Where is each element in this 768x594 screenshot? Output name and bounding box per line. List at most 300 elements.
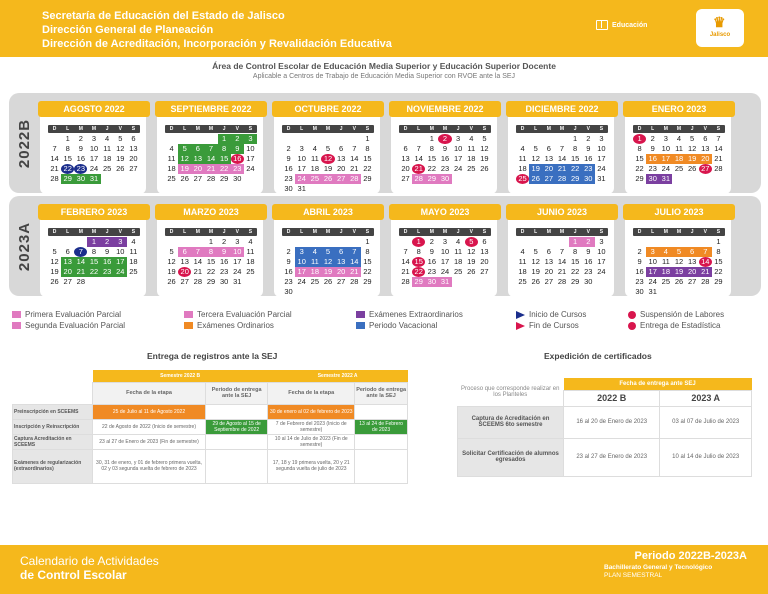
day-cell: 3	[114, 237, 127, 247]
day-cell: 27	[480, 267, 489, 276]
day-cell: 23	[74, 164, 87, 174]
day-cell: 24	[246, 164, 255, 173]
day-cell: 12	[480, 144, 489, 153]
day-cell: 3	[456, 134, 461, 143]
weekday-label: D	[637, 126, 642, 132]
day-cell: 28	[206, 174, 216, 183]
day-cell: 10	[89, 144, 99, 153]
day-cell: 22	[569, 164, 582, 174]
day-cell: 12	[531, 154, 540, 163]
day-cell: 18	[310, 164, 320, 173]
swatch-icon	[12, 322, 21, 329]
weekday-label: V	[469, 229, 473, 235]
day-cell: 22	[363, 267, 372, 276]
day-cell: 4	[676, 134, 682, 143]
weekday-header	[516, 125, 608, 133]
day-cell: 7	[416, 144, 421, 153]
circle-icon	[628, 311, 636, 319]
month-calendar	[391, 207, 497, 297]
day-cell: 27	[699, 164, 712, 174]
day-cell: 25	[310, 277, 320, 286]
empty-cell	[48, 237, 61, 247]
flag-icon	[516, 322, 525, 330]
day-cell: 2	[438, 134, 451, 144]
weekday-label: D	[286, 229, 291, 235]
day-cell: 5	[178, 144, 191, 154]
day-cell: 5	[533, 247, 538, 256]
day-cell: 29	[412, 277, 425, 287]
legend-item	[628, 310, 724, 319]
day-grid	[48, 134, 140, 184]
day-cell: 30	[425, 277, 438, 287]
day-cell: 31	[597, 174, 606, 183]
legend-item	[516, 321, 579, 330]
day-cell: 11	[308, 257, 321, 267]
empty-cell	[191, 134, 204, 144]
day-cell: 21	[74, 267, 87, 277]
header-bar	[0, 0, 768, 57]
day-cell: 23	[635, 277, 644, 286]
day-cell: 20	[542, 164, 555, 174]
day-cell: 3	[295, 247, 308, 257]
day-cell: 2	[101, 237, 114, 247]
day-cell: 21	[50, 164, 59, 173]
day-cell: 19	[686, 154, 699, 164]
day-cell: 22	[61, 164, 74, 174]
empty-cell	[74, 237, 87, 247]
weekday-label: L	[66, 229, 70, 235]
month-calendar	[274, 207, 380, 297]
empty-cell	[646, 237, 659, 247]
day-cell: 26	[674, 277, 684, 286]
day-cell: 14	[204, 154, 217, 164]
day-cell: 7	[52, 144, 57, 153]
weekday-label: M	[429, 126, 434, 132]
plan-label: PLAN SEMESTRAL	[604, 572, 663, 579]
weekday-label: M	[676, 126, 682, 132]
day-cell: 10	[116, 247, 125, 256]
day-cell: 26	[687, 164, 697, 173]
day-cell: 30	[582, 174, 595, 184]
day-cell: 27	[542, 174, 555, 184]
day-cell: 28	[555, 174, 568, 184]
day-cell: 18	[672, 154, 685, 164]
table-cell: 03 al 07 de Julio de 2023	[660, 406, 752, 438]
month-title: AGOSTO 2022	[38, 101, 150, 117]
weekday-label: V	[235, 229, 239, 235]
header-line-3: Dirección de Acreditación, Incorporación y Revalidación Educativa	[42, 38, 392, 50]
day-cell: 26	[116, 164, 125, 173]
day-cell: 13	[129, 144, 138, 153]
weekday-label: M	[325, 126, 331, 132]
table-cell: 10 al 14 de Julio de 2023 (Fin de semestre)	[268, 434, 355, 449]
registros-table	[12, 370, 408, 484]
weekday-label: M	[546, 229, 551, 235]
day-cell: 14	[348, 257, 361, 267]
day-cell: 24	[648, 277, 657, 286]
day-cell: 3	[244, 134, 257, 144]
weekday-header	[282, 125, 374, 133]
day-cell: 6	[686, 247, 699, 257]
day-cell: 1	[429, 134, 434, 143]
day-cell: 13	[180, 257, 189, 266]
day-cell: 8	[429, 144, 434, 153]
weekday-label: J	[456, 229, 460, 235]
process-label: Proceso que corresponde realizar en los Planteles	[461, 385, 560, 398]
empty-cell	[529, 134, 542, 144]
day-cell: 22	[714, 267, 723, 276]
legend-item	[12, 321, 125, 330]
empty-cell	[516, 237, 529, 247]
day-cell: 27	[335, 174, 348, 184]
weekday-label: S	[365, 229, 370, 235]
jalisco-logo: ♛ Jalisco	[696, 9, 744, 47]
empty-cell	[335, 134, 348, 144]
month-calendar	[508, 104, 614, 194]
legend-item	[184, 310, 292, 319]
swatch-icon	[356, 311, 365, 318]
weekday-label: L	[66, 126, 70, 132]
empty-cell	[555, 237, 568, 247]
empty-cell	[529, 237, 542, 247]
day-cell: 25	[102, 164, 112, 173]
day-cell: 20	[335, 267, 348, 277]
table-row	[458, 406, 752, 438]
day-cell: 2	[231, 134, 244, 144]
day-cell: 3	[599, 134, 604, 143]
table-cell	[206, 434, 268, 449]
day-cell: 6	[335, 247, 348, 257]
month-calendar	[157, 104, 263, 194]
empty-cell	[191, 237, 204, 247]
day-cell: 19	[323, 164, 333, 173]
legend-item	[12, 310, 121, 319]
weekday-header	[633, 228, 725, 236]
day-cell: 29	[363, 174, 372, 183]
day-cell: 10	[648, 257, 657, 266]
weekday-label: V	[586, 229, 590, 235]
month-calendar	[508, 207, 614, 297]
legend-item	[516, 310, 586, 319]
day-cell: 3	[91, 134, 97, 143]
empty-cell	[178, 237, 191, 247]
day-cell: 24	[440, 267, 450, 276]
weekday-label: D	[52, 126, 57, 132]
weekday-label: V	[703, 126, 707, 132]
day-cell: 7	[191, 247, 204, 257]
month-title: JUNIO 2023	[506, 204, 618, 220]
day-cell: 9	[218, 247, 231, 257]
weekday-label: M	[559, 229, 565, 235]
registros-title: Entrega de registros ante la SEJ	[147, 351, 278, 361]
day-cell: 29	[570, 277, 580, 286]
month-title: SEPTIEMBRE 2022	[155, 101, 267, 117]
day-cell: 20	[480, 257, 489, 266]
empty-cell	[659, 237, 672, 247]
weekday-label: M	[312, 126, 317, 132]
table-cell	[206, 404, 268, 419]
day-cell: 5	[482, 134, 487, 143]
day-cell: 6	[131, 134, 136, 143]
weekday-label: L	[534, 229, 538, 235]
table-cell: 22 de Agosto de 2022 (Inicio de semestre)	[93, 419, 206, 434]
day-cell: 28	[557, 277, 567, 286]
day-cell: 9	[442, 144, 448, 153]
empty-cell	[699, 237, 712, 247]
day-cell: 20	[401, 164, 410, 173]
day-cell: 27	[63, 277, 72, 286]
day-cell: 15	[714, 257, 723, 266]
semester-a-label: Semestre 2022 A	[268, 370, 408, 382]
day-cell: 25	[167, 174, 176, 183]
day-cell: 29	[714, 277, 723, 286]
day-cell: 24	[89, 164, 99, 173]
day-cell: 15	[218, 154, 231, 164]
day-cell: 5	[465, 237, 478, 247]
day-cell: 23	[584, 267, 593, 276]
day-cell: 16	[76, 154, 86, 163]
weekday-label: S	[365, 126, 370, 132]
day-cell: 31	[648, 287, 657, 296]
weekday-header	[165, 125, 257, 133]
day-cell: 24	[233, 267, 242, 276]
swatch-icon	[184, 311, 193, 318]
weekday-label: J	[222, 126, 226, 132]
empty-cell	[686, 237, 699, 247]
day-cell: 12	[321, 257, 334, 267]
legend-item	[356, 310, 463, 319]
col-2022b: 2022 B	[564, 390, 660, 406]
day-cell: 17	[295, 267, 308, 277]
day-cell: 1	[87, 237, 100, 247]
weekday-header	[48, 228, 140, 236]
legend	[12, 310, 762, 334]
row-label: Captura de Acreditación en SCEEMS 6to semestre	[458, 406, 564, 438]
weekday-label: D	[286, 126, 291, 132]
day-cell: 10	[295, 257, 308, 267]
weekday-label: S	[599, 229, 604, 235]
weekday-label: D	[169, 126, 174, 132]
day-cell: 21	[348, 267, 361, 277]
day-cell: 12	[687, 144, 697, 153]
day-cell: 2	[78, 134, 83, 143]
day-cell: 26	[321, 174, 334, 184]
day-cell: 9	[586, 144, 591, 153]
day-cell: 18	[246, 257, 255, 266]
col-fecha: Fecha de la etapa	[268, 382, 355, 404]
day-cell: 29	[425, 174, 438, 184]
day-cell: 27	[401, 174, 410, 183]
day-cell: 21	[401, 267, 410, 276]
day-cell: 30	[284, 184, 293, 193]
day-cell: 21	[350, 164, 359, 173]
day-cell: 29	[219, 174, 229, 183]
day-cell: 2	[582, 237, 595, 247]
day-cell: 28	[50, 174, 59, 183]
day-cell: 11	[454, 247, 463, 256]
col-periodo: Periodo de entrega ante la SEJ	[206, 382, 268, 404]
weekday-header	[399, 228, 491, 236]
day-cell: 13	[336, 154, 346, 163]
table-cell: 30 de enero al 02 de febrero de 2023	[268, 404, 355, 419]
weekday-label: S	[248, 229, 253, 235]
empty-cell	[321, 134, 334, 144]
weekday-label: M	[195, 126, 200, 132]
day-cell: 26	[50, 277, 59, 286]
day-cell: 21	[557, 267, 567, 276]
day-cell: 1	[365, 134, 370, 143]
day-cell: 5	[118, 134, 123, 143]
day-cell: 13	[544, 257, 554, 266]
day-cell: 30	[233, 174, 242, 183]
day-cell: 16	[646, 154, 659, 164]
day-cell: 15	[363, 257, 372, 266]
day-cell: 21	[193, 267, 203, 276]
day-cell: 18	[167, 164, 176, 173]
weekday-label: J	[573, 126, 577, 132]
day-cell: 9	[286, 257, 291, 266]
row-label: Inscripción y Reinscripción	[13, 419, 93, 434]
day-cell: 22	[412, 267, 425, 277]
day-cell: 8	[573, 144, 578, 153]
table-cell	[355, 449, 408, 483]
weekday-label: M	[676, 229, 682, 235]
day-cell: 22	[87, 267, 100, 277]
day-cell: 2	[429, 237, 434, 246]
subtitle: Área de Control Escolar de Educación Media Superior y Educación Superior Docente	[212, 61, 556, 71]
empty-cell	[321, 237, 334, 247]
day-grid	[516, 134, 608, 184]
legend-label: Inicio de Cursos	[529, 310, 587, 319]
day-cell: 10	[297, 154, 306, 163]
month-title: MAYO 2023	[389, 204, 501, 220]
day-cell: 14	[50, 154, 59, 163]
day-cell: 17	[297, 164, 306, 173]
education-label: Educación	[612, 21, 648, 29]
day-cell: 14	[699, 257, 712, 267]
day-cell: 19	[178, 164, 191, 174]
day-cell: 19	[50, 267, 59, 276]
day-cell: 15	[87, 257, 100, 267]
day-cell: 23	[101, 267, 114, 277]
day-cell: 7	[348, 247, 361, 257]
day-cell: 3	[299, 144, 304, 153]
day-cell: 11	[129, 247, 138, 256]
day-cell: 1	[412, 237, 425, 247]
day-cell: 7	[352, 144, 357, 153]
day-cell: 18	[518, 164, 527, 173]
table-row	[458, 438, 752, 476]
day-cell: 22	[570, 267, 580, 276]
day-cell: 2	[586, 134, 591, 143]
weekday-label: J	[573, 229, 577, 235]
table-cell: 23 al 27 de Enero de 2023 (Fin de semestre)	[93, 434, 206, 449]
day-cell: 11	[467, 144, 476, 153]
empty-cell	[412, 134, 425, 144]
day-cell: 15	[570, 257, 580, 266]
day-cell: 12	[178, 154, 191, 164]
day-cell: 6	[339, 144, 344, 153]
day-cell: 27	[544, 277, 554, 286]
weekday-label: M	[78, 229, 83, 235]
legend-item	[628, 321, 721, 330]
month-calendar	[274, 104, 380, 194]
day-cell: 1	[208, 237, 214, 246]
day-cell: 15	[412, 257, 425, 267]
weekday-label: V	[352, 229, 356, 235]
day-cell: 17	[659, 154, 672, 164]
weekday-label: L	[183, 126, 187, 132]
weekday-label: D	[403, 229, 408, 235]
day-cell: 7	[403, 247, 408, 256]
day-cell: 1	[633, 134, 646, 144]
day-cell: 5	[321, 247, 334, 257]
month-calendar	[40, 207, 146, 297]
day-cell: 11	[310, 154, 319, 163]
day-cell: 21	[412, 164, 425, 174]
day-cell: 29	[569, 174, 582, 184]
day-cell: 6	[703, 134, 708, 143]
weekday-label: M	[312, 229, 317, 235]
col-fecha: Fecha de la etapa	[93, 382, 206, 404]
day-cell: 11	[518, 257, 527, 266]
day-cell: 5	[169, 247, 174, 256]
day-cell: 7	[559, 247, 565, 256]
empty-cell	[308, 237, 321, 247]
day-cell: 20	[61, 267, 74, 277]
book-icon	[596, 20, 608, 30]
weekday-label: V	[586, 126, 590, 132]
day-cell: 1	[218, 134, 231, 144]
day-cell: 9	[637, 257, 642, 266]
table-row	[13, 419, 408, 434]
month-title: OCTUBRE 2022	[272, 101, 384, 117]
weekday-header	[165, 228, 257, 236]
day-cell: 10	[597, 247, 606, 256]
empty-cell	[542, 134, 555, 144]
day-cell: 17	[114, 257, 127, 267]
weekday-header	[282, 228, 374, 236]
table-cell: 25 de Julio al 11 de Agosto 2022	[93, 404, 206, 419]
band-label: 2022B	[16, 118, 34, 168]
month-calendar	[40, 104, 146, 194]
day-cell: 13	[401, 154, 410, 163]
day-cell: 24	[597, 267, 606, 276]
day-cell: 15	[206, 257, 216, 266]
legend-label: Suspensión de Labores	[640, 310, 725, 319]
day-cell: 16	[427, 257, 437, 266]
day-cell: 29	[206, 277, 216, 286]
day-cell: 6	[65, 247, 70, 256]
weekday-label: L	[417, 229, 421, 235]
day-cell: 31	[233, 277, 242, 286]
day-cell: 16	[101, 257, 114, 267]
day-cell: 24	[114, 267, 127, 277]
day-cell: 8	[204, 247, 217, 257]
day-cell: 31	[297, 184, 306, 193]
day-cell: 28	[348, 174, 361, 184]
day-cell: 14	[714, 144, 723, 153]
day-cell: 2	[286, 247, 291, 256]
day-cell: 22	[218, 164, 231, 174]
table-cell: 30, 31 de enero, y 01 de febrero primera vuelta, 02 y 03 segunda vuelta de febrero de 2023	[93, 449, 206, 483]
day-cell: 5	[52, 247, 57, 256]
month-calendar	[625, 207, 731, 297]
day-cell: 17	[246, 154, 255, 163]
weekday-label: J	[339, 229, 343, 235]
empty-cell	[672, 237, 685, 247]
month-title: NOVIEMBRE 2022	[389, 101, 501, 117]
